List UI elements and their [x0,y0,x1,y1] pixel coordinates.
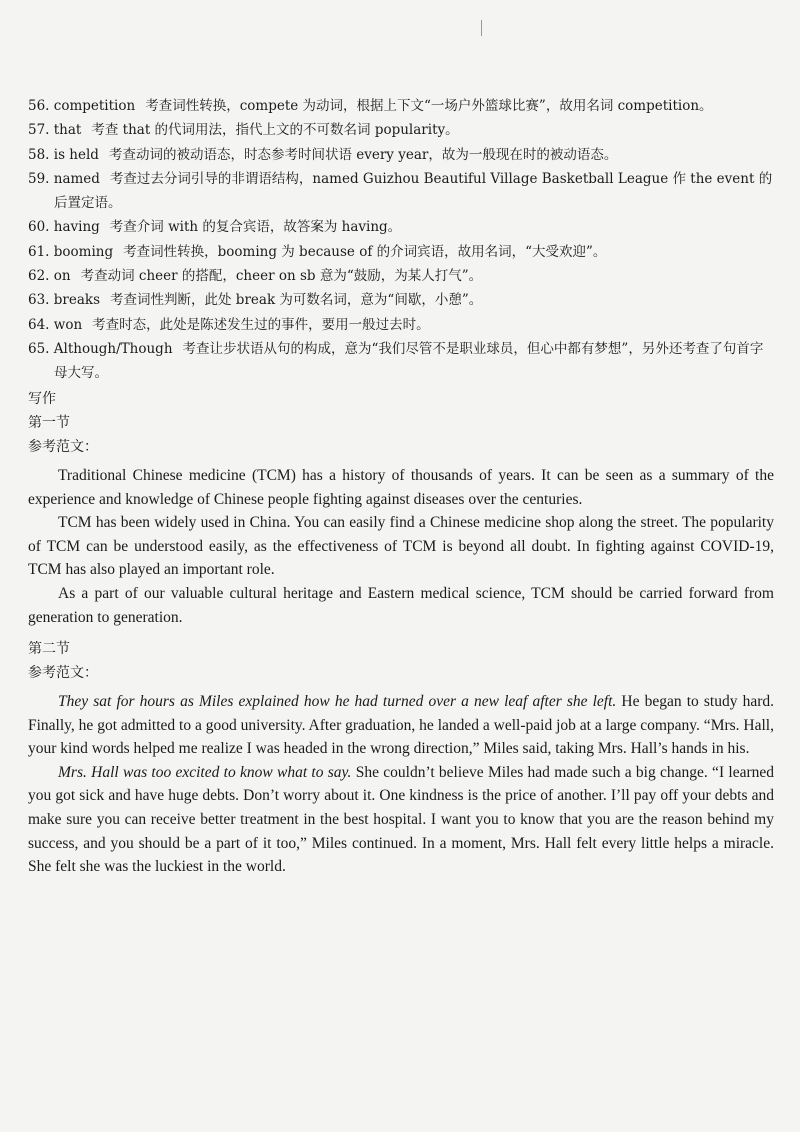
page-edge-mark [481,20,482,36]
answer-item [28,313,776,337]
answer-explanation: 考查词性转换，booming 为 because of 的介词宾语，故用名词，“大受欢迎”。 [123,243,607,260]
answer-item [28,215,776,239]
answer-explanation: 考查词性判断，此处 break 为可数名词，意为“间歇，小憩”。 [110,292,483,309]
answer-explanation: 考查介词 with 的复合宾语，故答案为 having。 [109,219,402,236]
essay-paragraph: TCM has been widely used in China. You can easily find a Chinese medicine shop along the street. The popularity of TCM can be understood easily, as the effectiveness of TCM is beyond all doubt. In fighting against COVID-19, TCM has also played an important role. [28,514,774,579]
answer-item [28,94,776,118]
essay-lead-sentence: They sat for hours as Miles explained how he had turned over a new leaf after she left. [58,693,617,710]
answer-number: 59. named [28,170,100,187]
answer-number: 60. having [28,219,100,236]
answer-number: 63. breaks [28,292,101,309]
answer-explanation: 考查 that 的代词用法，指代上文的不可数名词 popularity。 [91,122,459,139]
essay-paragraph [28,690,774,761]
answer-item [28,143,776,167]
section2-sample-label: 参考范文： [28,665,98,681]
answer-item [28,337,776,386]
essay-continuation: He began to study hard. Finally, he got admitted to a good university. After graduation, he landed a well-paid job at a large company. “Mrs. Hall, your kind words helped me realize I was headed in the wrong direction,” Miles said, taking Mrs. Hall’s hands in his. [28,693,774,758]
section1-sample-label: 参考范文： [28,439,98,455]
answer-number: 58. is held [28,146,99,163]
answer-number: 57. that [28,122,82,139]
answer-number: 62. on [28,268,71,285]
writing-title: 写作 [28,391,56,407]
section1-label: 第一节 [28,415,70,431]
essay-paragraph [28,761,774,879]
essay-paragraph: Traditional Chinese medicine (TCM) has a history of thousands of years. It can be seen as a summary of the experience and knowledge of Chinese people fighting against diseases over the centuries. [28,467,774,508]
answer-explanation: 考查时态，此处是陈述发生过的事件，要用一般过去时。 [92,316,430,333]
section2-essay [28,690,774,879]
essay-continuation: She couldn’t believe Miles had made such a big change. “I learned you got sick and have huge debts. Don’t worry about it. One kindness is the price of another. I’ll pay off your debts and make sure you can receive better treatment in the best hospital. I want you to know that you are the reason behind my success, and you should be a part of it too,” Miles continued. In a moment, Mrs. Hall felt every little helps a miracle. She felt she was the luckiest in the world. [28,763,774,876]
section1-essay [28,464,774,629]
answer-item [28,167,776,216]
answer-number: 61. booming [28,243,114,260]
answer-explanation: 考查动词的被动语态，时态参考时间状语 every year，故为一般现在时的被动语态。 [108,146,618,163]
answer-number: 65. Although/Though [28,340,173,357]
answer-list [28,94,776,386]
answer-item [28,240,776,264]
essay-lead-sentence: Mrs. Hall was too excited to know what to say. [58,763,352,781]
section2-label: 第二节 [28,641,70,657]
answer-item [28,288,776,312]
answer-item [28,264,776,288]
essay-paragraph: As a part of our valuable cultural heritage and Eastern medical science, TCM should be carried forward from generation to generation. [28,584,774,626]
answer-explanation: 考查过去分词引导的非谓语结构，named Guizhou Beautiful Village Basketball League 作 the event 的后置定语。 [54,170,773,212]
answer-number: 64. won [28,316,83,333]
answer-item [28,118,776,142]
answer-number: 56. competition [28,98,136,114]
answer-explanation: 考查动词 cheer 的搭配，cheer on sb 意为“鼓励，为某人打气”。 [80,268,483,285]
answer-explanation: 考查词性转换，compete 为动词，根据上下文“一场户外篮球比赛”，故用名词 competition。 [145,98,713,114]
answer-explanation: 考查让步状语从句的构成，意为“我们尽管不是职业球员，但心中都有梦想”，另外还考查了句首字母大写。 [54,340,764,382]
